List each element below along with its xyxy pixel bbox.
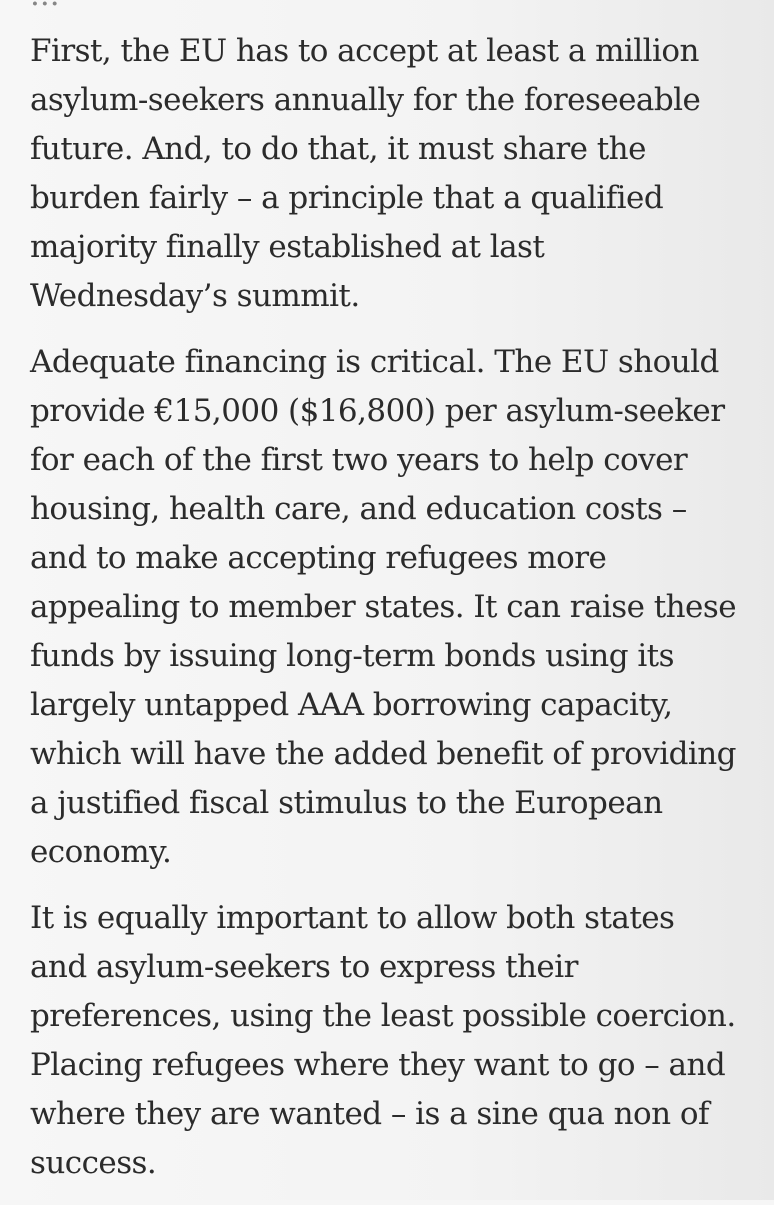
paragraph-3-line-2: and asylum-seekers to express their [30, 949, 578, 985]
paragraph-3 [30, 894, 750, 1188]
paragraph-2-line-3: for each of the first two years to help cover [30, 442, 688, 478]
paragraph-2-line-8: largely untapped AAA borrowing capacity, [30, 687, 673, 723]
paragraph-1-line-3: future. And, to do that, it must share the [30, 131, 646, 167]
paragraph-2-line-9: which will have the added benefit of providing [30, 736, 736, 772]
paragraph-3-line-5: where they are wanted – is a sine qua non of [30, 1096, 709, 1132]
paragraph-1-line-5: majority finally established at last [30, 229, 545, 265]
paragraph-2-line-2: provide €15,000 ($16,800) per asylum-seeker [30, 393, 725, 429]
paragraph-3-line-1: It is equally important to allow both states [30, 900, 675, 936]
paragraph-3-line-6: success. [30, 1145, 157, 1181]
paragraph-1-line-4: burden fairly – a principle that a qualified [30, 180, 664, 216]
paragraph-1-line-6: Wednesday’s summit. [30, 278, 360, 314]
article-body [30, 27, 750, 1205]
paragraph-3-line-4: Placing refugees where they want to go – and [30, 1047, 726, 1083]
paragraph-2-line-5: and to make accepting refugees more [30, 540, 607, 576]
paragraph-1 [30, 27, 750, 321]
paragraph-2 [30, 338, 750, 877]
paragraph-2-line-7: funds by issuing long-term bonds using its [30, 638, 674, 674]
paragraph-2-line-1: Adequate financing is critical. The EU should [30, 344, 719, 380]
paragraph-1-line-1: First, the EU has to accept at least a million [30, 33, 699, 69]
top-cut-off-text [30, 0, 280, 6]
paragraph-2-line-11: economy. [30, 834, 172, 870]
paragraph-1-line-2: asylum-seekers annually for the foreseeable [30, 82, 701, 118]
paragraph-3-line-3: preferences, using the least possible coercion. [30, 998, 736, 1034]
paragraph-2-line-6: appealing to member states. It can raise these [30, 589, 737, 625]
paragraph-2-line-10: a justified fiscal stimulus to the European [30, 785, 663, 821]
paragraph-2-line-4: housing, health care, and education costs – [30, 491, 687, 527]
